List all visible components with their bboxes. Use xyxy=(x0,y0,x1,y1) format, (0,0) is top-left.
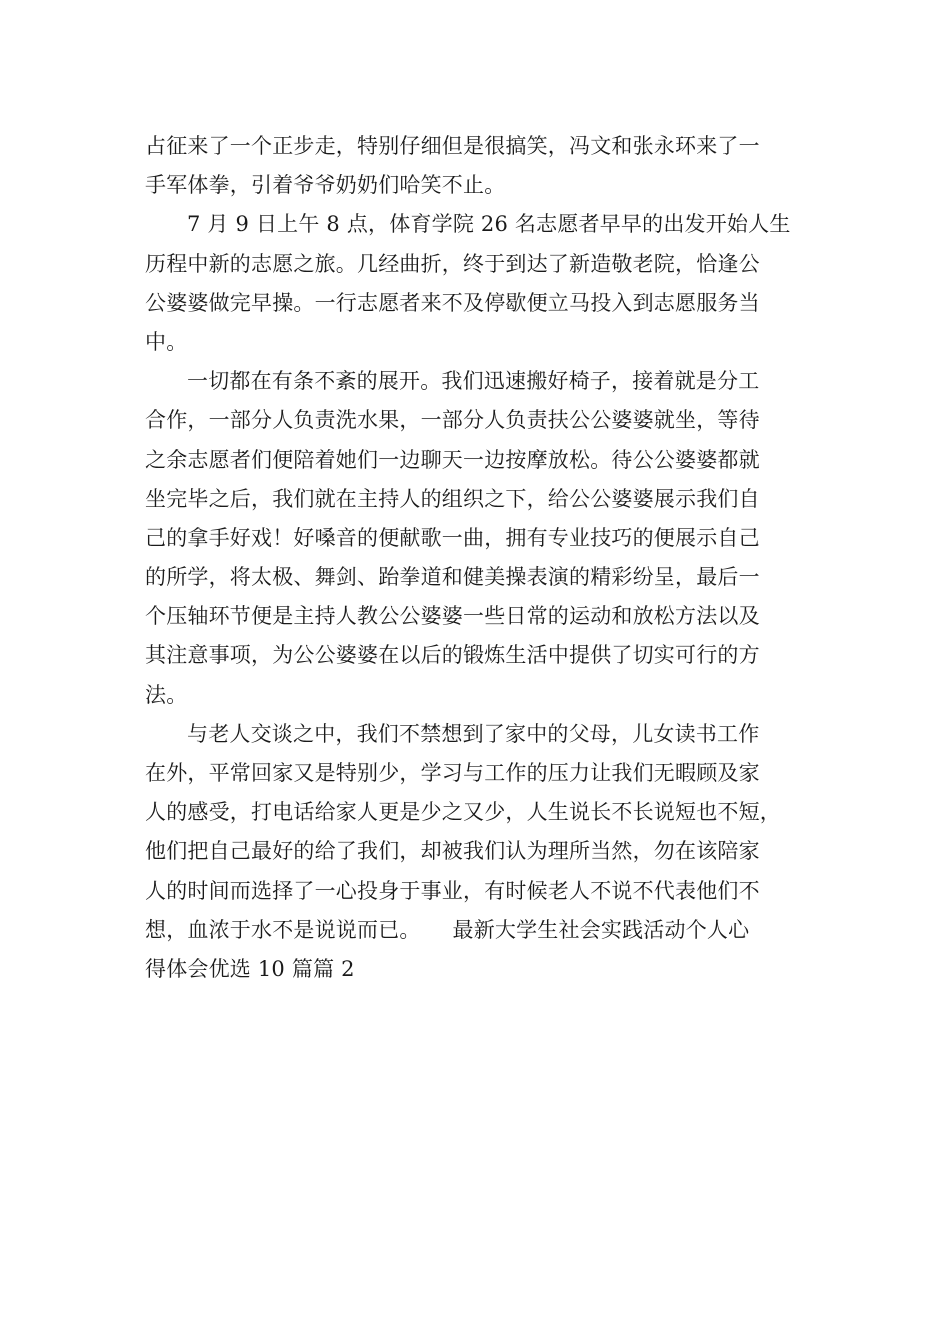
paragraph-4 xyxy=(145,715,810,989)
text-line: 历程中新的志愿之旅。几经曲折，终于到达了新造敬老院，恰逢公 xyxy=(145,251,760,276)
text-line: 人的感受，打电话给家人更是少之又少，人生说长不长说短也不短， xyxy=(145,800,781,825)
text-line: 他们把自己最好的给了我们，却被我们认为理所当然，勿在该陪家 xyxy=(145,839,760,864)
text-line: 合作，一部分人负责洗水果，一部分人负责扶公公婆婆就坐，等待 xyxy=(145,408,760,433)
text-line: 人的时间而选择了一心投身于事业，有时候老人不说不代表他们不 xyxy=(145,878,760,903)
text-line: 的所学，将太极、舞剑、跆拳道和健美操表演的精彩纷呈，最后一 xyxy=(145,565,760,590)
text-line: 与老人交谈之中，我们不禁想到了家中的父母，儿女读书工作 xyxy=(187,721,760,746)
text-line: 之余志愿者们便陪着她们一边聊天一边按摩放松。待公公婆婆都就 xyxy=(145,447,760,472)
text-line: 个压轴环节便是主持人教公公婆婆一些日常的运动和放松方法以及 xyxy=(145,604,760,629)
text-line: 中。 xyxy=(145,329,188,354)
paragraph-3 xyxy=(145,362,810,715)
text-line: 得体会优选 10 篇篇 2 xyxy=(145,956,355,981)
text-line: 手军体拳，引着爷爷奶奶们哈笑不止。 xyxy=(145,173,506,198)
text-line: 在外，平常回家又是特别少，学习与工作的压力让我们无暇顾及家 xyxy=(145,761,760,785)
text-line: 法。 xyxy=(145,682,188,707)
document-body xyxy=(145,127,810,989)
text-line: 想，血浓于水不是说说而已。 最新大学生社会实践活动个人心 xyxy=(145,917,750,942)
paragraph-2 xyxy=(145,205,810,362)
text-line: 一切都在有条不紊的展开。我们迅速搬好椅子，接着就是分工 xyxy=(187,369,760,394)
text-line: 7 月 9 日上午 8 点，体育学院 26 名志愿者早早的出发开始人生 xyxy=(187,212,791,237)
text-line: 其注意事项，为公公婆婆在以后的锻炼生活中提供了切实可行的方 xyxy=(145,643,760,668)
paragraph-1 xyxy=(145,127,810,205)
text-line: 公婆婆做完早操。一行志愿者来不及停歇便立马投入到志愿服务当 xyxy=(145,290,760,315)
text-line: 己的拿手好戏！好嗓音的便献歌一曲，拥有专业技巧的便展示自己 xyxy=(145,525,760,550)
text-line: 坐完毕之后，我们就在主持人的组织之下，给公公婆婆展示我们自 xyxy=(145,486,760,511)
text-line: 占征来了一个正步走，特别仔细但是很搞笑，冯文和张永环来了一 xyxy=(145,134,760,158)
